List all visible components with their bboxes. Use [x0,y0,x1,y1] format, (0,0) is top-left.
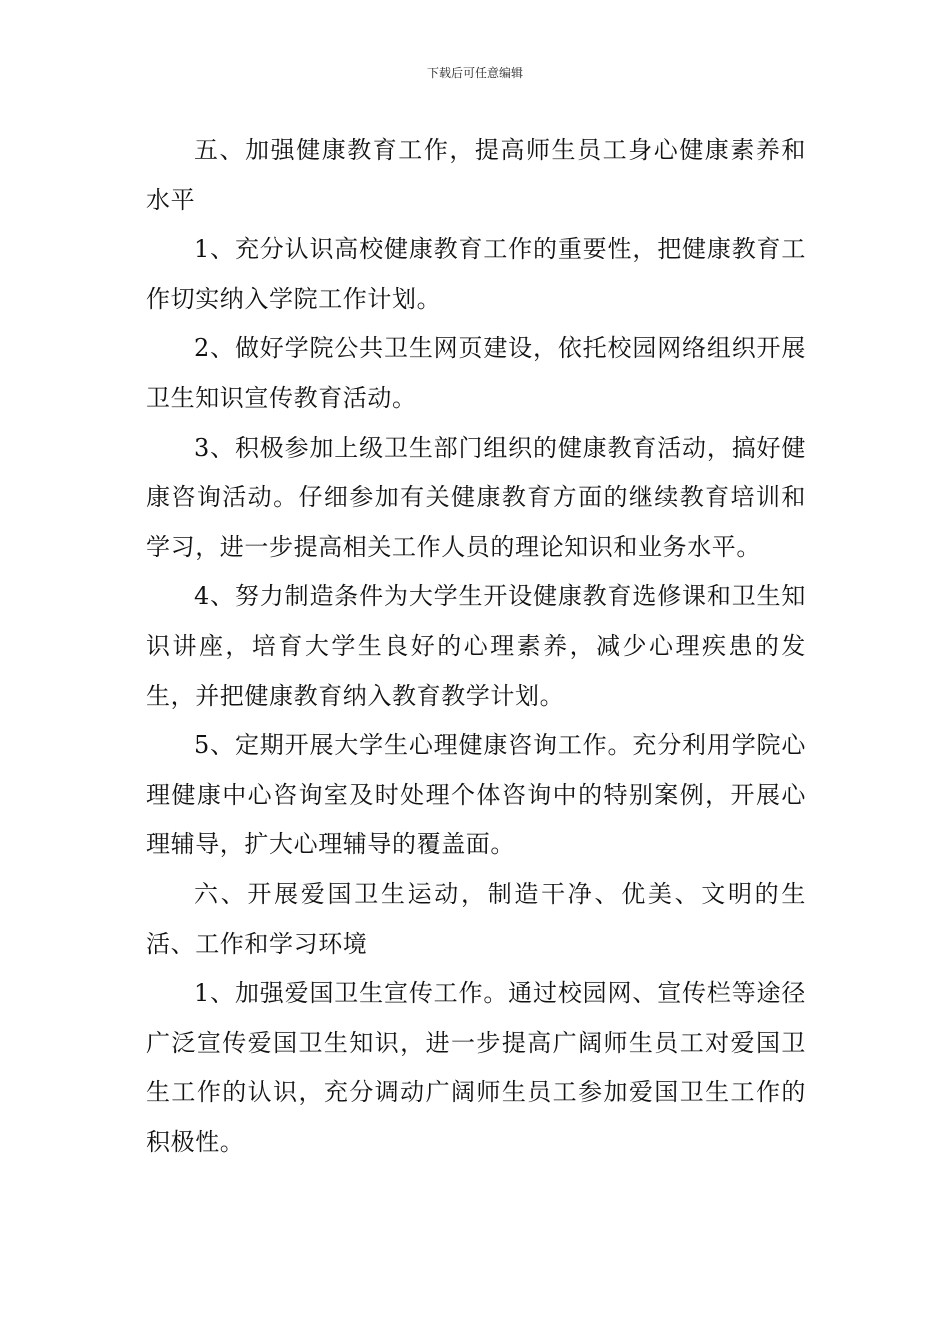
document-body [146,126,806,1167]
paragraph-5-3: 3、积极参加上级卫生部门组织的健康教育活动，搞好健康咨询活动。仔细参加有关健康教育方面的继续教育培训和学习，进一步提高相关工作人员的理论知识和业务水平。 [146,433,806,561]
paragraph-5-4: 4、努力制造条件为大学生开设健康教育选修课和卫生知识讲座，培育大学生良好的心理素养，减少心理疾患的发生，并把健康教育纳入教育教学计划。 [146,582,806,710]
paragraph-5-5: 5、定期开展大学生心理健康咨询工作。充分利用学院心理健康中心咨询室及时处理个体咨询中的特别案例，开展心理辅导，扩大心理辅导的覆盖面。 [146,731,806,859]
paragraph-6-1: 1、加强爱国卫生宣传工作。通过校园网、宣传栏等途径广泛宣传爱国卫生知识，进一步提高广阔师生员工对爱国卫生工作的认识，充分调动广阔师生员工参加爱国卫生工作的积极性。 [146,979,806,1156]
paragraph-5-2: 2、做好学院公共卫生网页建设，依托校园网络组织开展卫生知识宣传教育活动。 [146,334,806,412]
section-heading-6: 六、开展爱国卫生运动，制造干净、优美、文明的生活、工作和学习环境 [146,879,806,958]
section-heading-5: 五、加强健康教育工作，提高师生员工身心健康素养和水平 [146,136,806,214]
page-header: 下载后可任意编辑 [426,66,523,80]
paragraph-5-1: 1、充分认识高校健康教育工作的重要性，把健康教育工作切实纳入学院工作计划。 [146,235,806,313]
